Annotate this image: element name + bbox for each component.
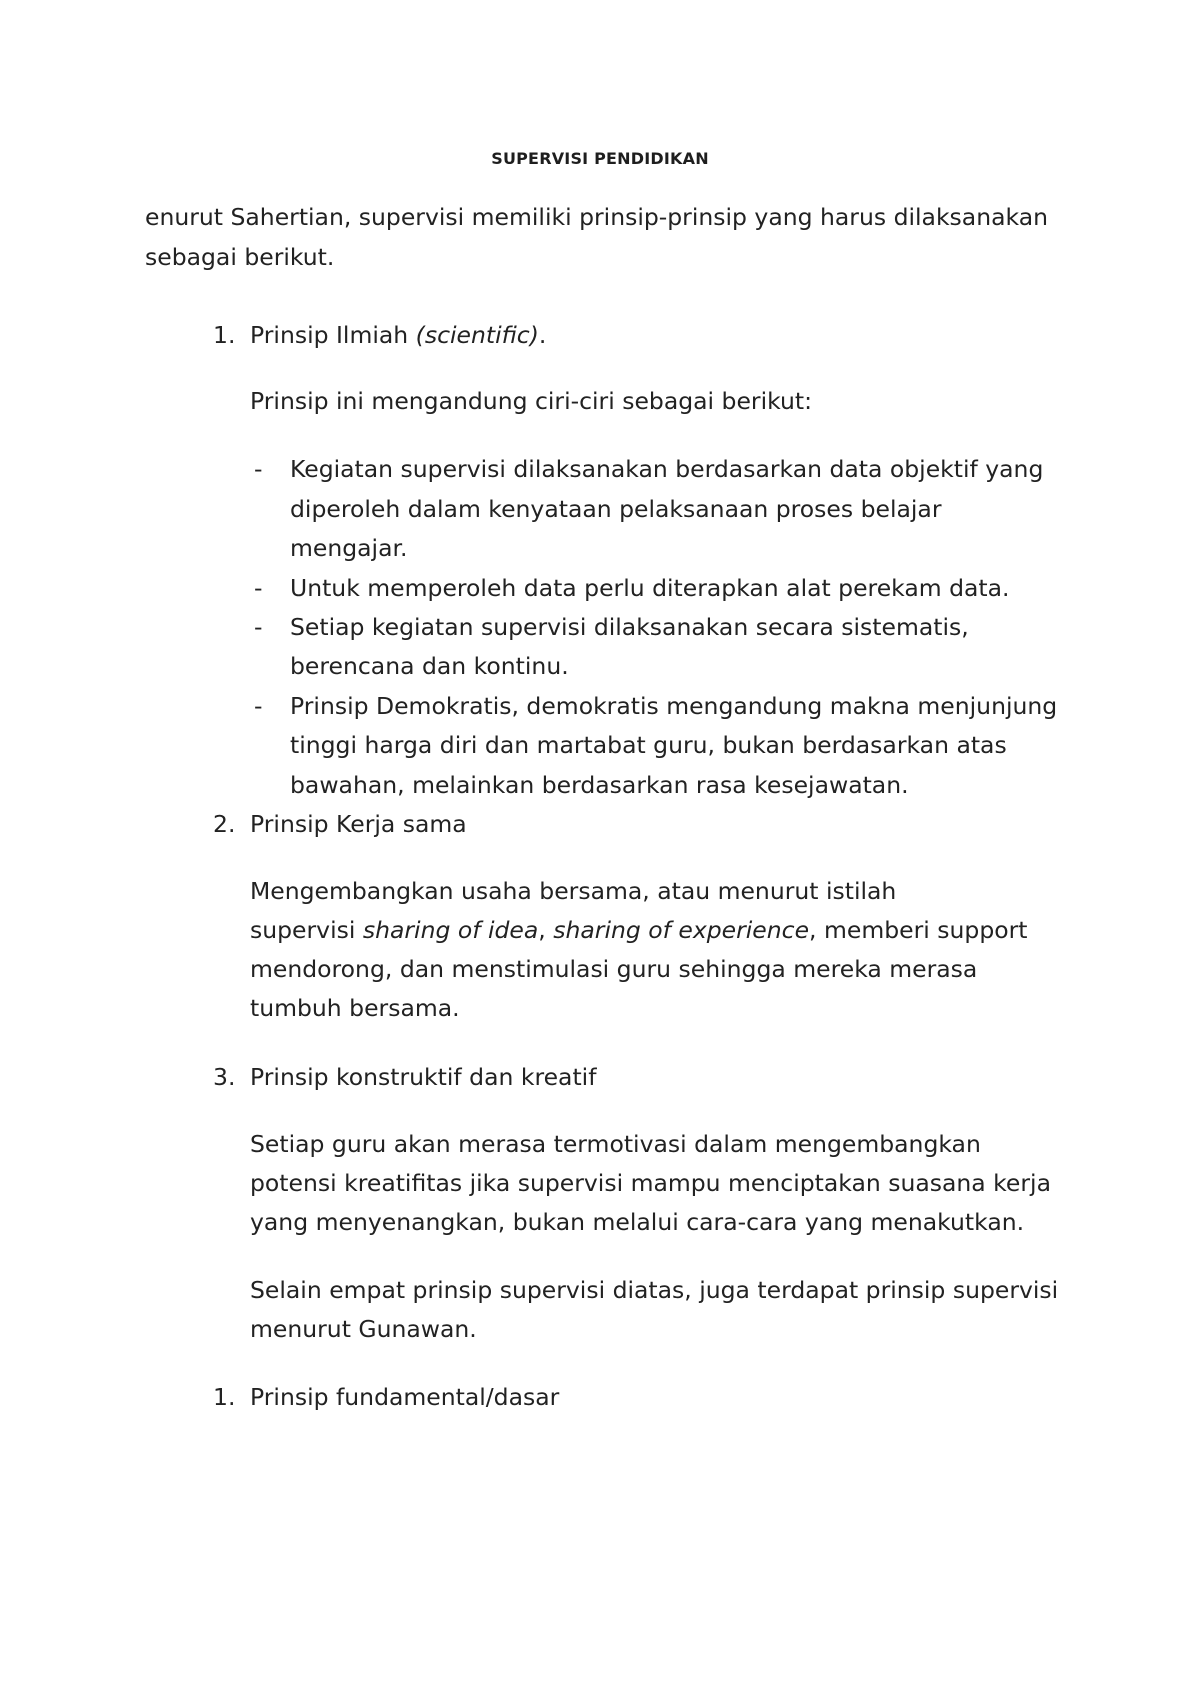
section-heading-kerja-sama: Prinsip Kerja sama bbox=[250, 810, 467, 838]
intro-line-1: enurut Sahertian, supervisi memiliki prinsip-prinsip yang harus dilaksanakan bbox=[145, 203, 1048, 231]
konstruktif-line-1: Setiap guru akan merasa termotivasi dalam mengembangkan bbox=[250, 1130, 981, 1158]
bullet-3-line-1: Setiap kegiatan supervisi dilaksanakan secara sistematis, bbox=[290, 613, 969, 641]
bullet-1-line-1: Kegiatan supervisi dilaksanakan berdasarkan data objektif yang bbox=[290, 455, 1044, 483]
gunawan-line-1: Selain empat prinsip supervisi diatas, juga terdapat prinsip supervisi bbox=[250, 1276, 1059, 1304]
kerja-sama-line-2: supervisi sharing of idea, sharing of experience, memberi support bbox=[250, 916, 1028, 944]
kerja-sama-line-1: Mengembangkan usaha bersama, atau menurut istilah bbox=[250, 877, 897, 905]
konstruktif-line-3: yang menyenangkan, bukan melalui cara-cara yang menakutkan. bbox=[250, 1208, 1025, 1236]
konstruktif-line-2: potensi kreatifitas jika supervisi mampu menciptakan suasana kerja bbox=[250, 1169, 1051, 1197]
section-lead: Prinsip ini mengandung ciri-ciri sebagai berikut: bbox=[250, 387, 813, 415]
bullet-3-line-2: berencana dan kontinu. bbox=[290, 652, 569, 680]
section-heading-konstruktif: Prinsip konstruktif dan kreatif bbox=[250, 1063, 597, 1091]
gunawan-line-2: menurut Gunawan. bbox=[250, 1315, 477, 1343]
bullet-4-line-2: tinggi harga diri dan martabat guru, bukan berdasarkan atas bbox=[290, 731, 1007, 759]
bullet-4-line-3: bawahan, melainkan berdasarkan rasa kesejawatan. bbox=[290, 771, 909, 799]
intro-line-2: sebagai berikut. bbox=[145, 243, 335, 271]
bullet-2-line-1: Untuk memperoleh data perlu diterapkan alat perekam data. bbox=[290, 574, 1010, 602]
bullet-dash: - bbox=[254, 455, 263, 483]
bullet-1-line-2: diperoleh dalam kenyataan pelaksanaan proses belajar bbox=[290, 495, 942, 523]
bullet-dash: - bbox=[254, 613, 263, 641]
bullet-dash: - bbox=[254, 692, 263, 720]
page-title: SUPERVISI PENDIDIKAN bbox=[491, 149, 709, 168]
list-number-1b: 1. bbox=[213, 1383, 236, 1411]
list-number-3: 3. bbox=[213, 1063, 236, 1091]
kerja-sama-line-4: tumbuh bersama. bbox=[250, 994, 460, 1022]
bullet-dash: - bbox=[254, 574, 263, 602]
section-heading-ilmiah: Prinsip Ilmiah (scientific). bbox=[250, 321, 547, 349]
bullet-1-line-3: mengajar. bbox=[290, 534, 408, 562]
bullet-4-line-1: Prinsip Demokratis, demokratis mengandung makna menjunjung bbox=[290, 692, 1058, 720]
list-number-1: 1. bbox=[213, 321, 236, 349]
kerja-sama-line-3: mendorong, dan menstimulasi guru sehingga mereka merasa bbox=[250, 955, 978, 983]
section-heading-fundamental: Prinsip fundamental/dasar bbox=[250, 1383, 560, 1411]
list-number-2: 2. bbox=[213, 810, 236, 838]
